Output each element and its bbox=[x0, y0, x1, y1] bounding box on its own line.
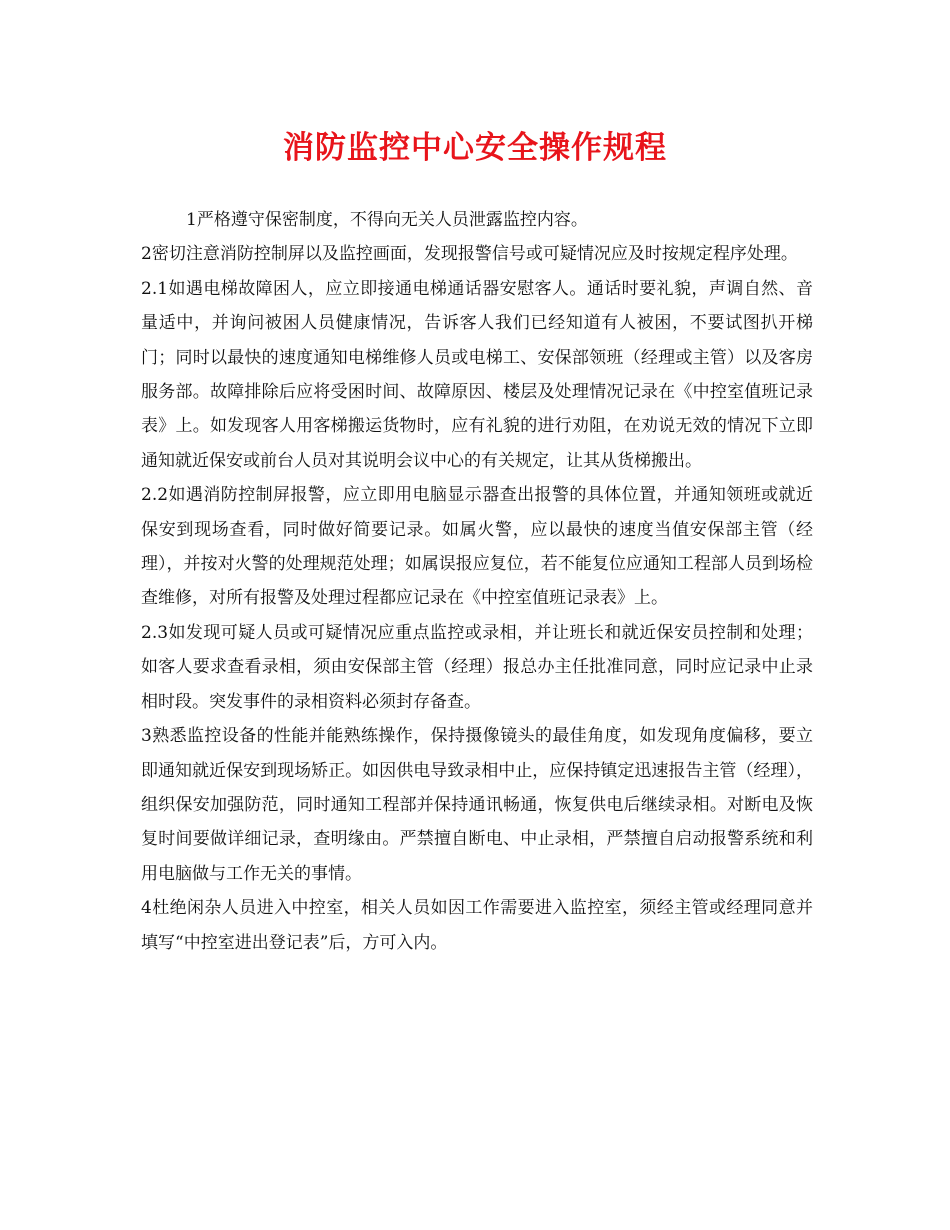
document-body bbox=[141, 203, 813, 960]
paragraph-4: 4杜绝闲杂人员进入中控室，相关人员如因工作需要进入监控室，须经主管或经理同意并填写“中控室进出登记表”后，方可入内。 bbox=[141, 898, 813, 953]
paragraph-1: 1严格遵守保密制度，不得向无关人员泄露监控内容。 bbox=[186, 210, 588, 230]
paragraph-2-3: 2.3如发现可疑人员或可疑情况应重点监控或录相，并让班长和就近保安员控制和处理；如客人要求查看录相，须由安保部主管（经理）报总办主任批准同意，同时应记录中止录相时段。突发事件的录相资料必须封存备查。 bbox=[141, 622, 813, 712]
paragraph-2-2: 2.2如遇消防控制屏报警，应立即用电脑显示器查出报警的具体位置，并通知领班或就近保安到现场查看，同时做好简要记录。如属火警，应以最快的速度当值安保部主管（经理），并按对火警的处理规范处理；如属误报应复位，若不能复位应通知工程部人员到场检查维修，对所有报警及处理过程都应记录在《中控室值班记录表》上。 bbox=[141, 485, 813, 609]
paragraph-2: 2密切注意消防控制屏以及监控画面，发现报警信号或可疑情况应及时按规定程序处理。 bbox=[141, 244, 798, 265]
document-title: 消防监控中心安全操作规程 bbox=[283, 130, 667, 166]
paragraph-2-1: 2.1如遇电梯故障困人，应立即接通电梯通话器安慰客人。通话时要礼貌，声调自然、音量适中，并询问被困人员健康情况，告诉客人我们已经知道有人被困，不要试图扒开梯门；同时以最快的速度通知电梯维修人员或电梯工、安保部领班（经理或主管）以及客房服务部。故障排除后应将受困时间、故障原因、楼层及处理情况记录在《中控室值班记录表》上。如发现客人用客梯搬运货物时，应有礼貌的进行劝阻，在劝说无效的情况下立即通知就近保安或前台人员对其说明会议中心的有关规定，让其从货梯搬出。 bbox=[141, 278, 813, 471]
paragraph-3: 3熟悉监控设备的性能并能熟练操作，保持摄像镜头的最佳角度，如发现角度偏移，要立即通知就近保安到现场矫正。如因供电导致录相中止，应保持镇定迅速报告主管（经理），组织保安加强防范，同时通知工程部并保持通讯畅通，恢复供电后继续录相。对断电及恢复时间要做详细记录，查明缘由。严禁擅自断电、中止录相，严禁擅自启动报警系统和利用电脑做与工作无关的事情。 bbox=[141, 726, 813, 884]
